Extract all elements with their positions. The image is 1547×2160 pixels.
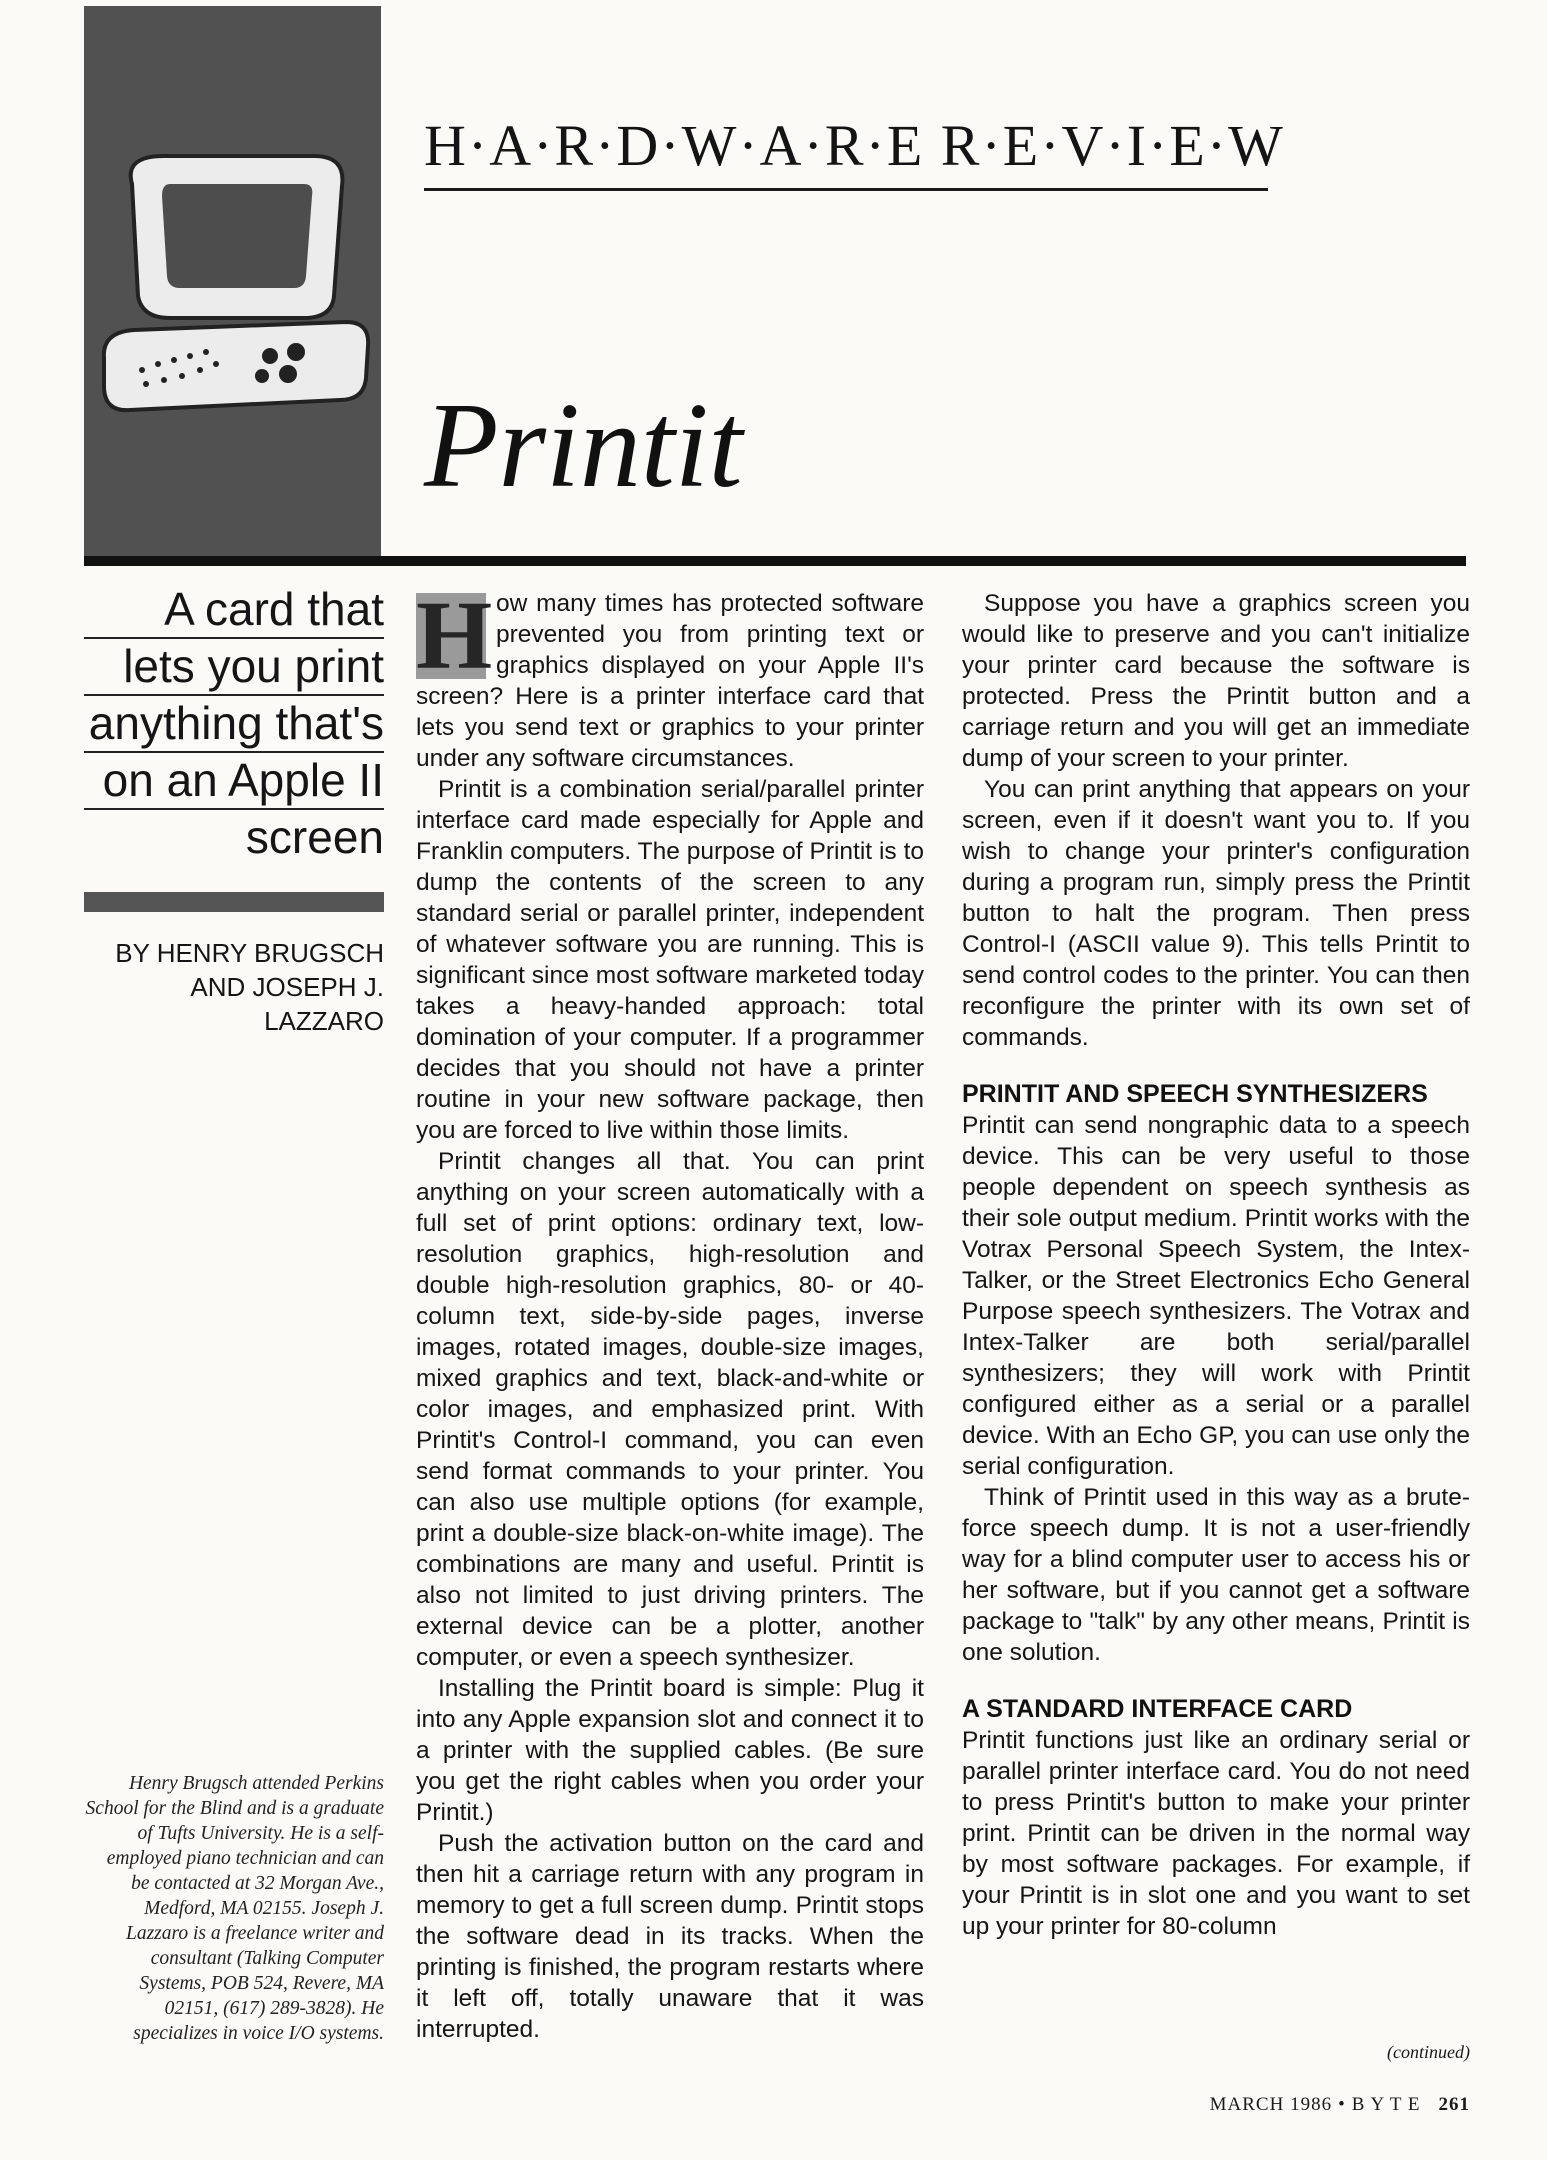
continued-label: (continued) [1387,2042,1470,2062]
header-divider-bar [84,556,1466,566]
article-paragraph: Printit functions just like an ordinary serial or parallel printer interface card. You do not need to press Printit's button to make your printer print. Printit can be driven in the normal way by most software packages. For example, if your Printit is in slot one and you want to set up your printer for 80-column [962,1727,1470,1940]
author-bio: Henry Brugsch attended Perkins School for the Blind and is a graduate of Tufts University. He is a self-employed piano technician and can be contacted at 32 Morgan Ave., Medford, MA 02155. Joseph J. Lazzaro is a freelance writer and consultant (Talking Computer Systems, POB 524, Revere, MA 02151, (617) 289-3828). He specializes in voice I/O systems. [85,1773,384,2044]
page-footer: MARCH 1986 • B Y T E 261 [1209,2094,1470,2115]
subhead-standard-interface: A STANDARD INTERFACE CARD [962,1695,1353,1723]
article-paragraph: Printit changes all that. You can print anything on your screen automatically with a full set of print options: ordinary text, low-resolution graphics, high-resolution and double high-resolution graphics, 80- or 40-column text, side-by-side pages, inverse images, rotated images, double-size images, mixed graphics and text, black-and-white or color images, and emphasized print. With Printit's Control-I command, you can even send format commands to your printer. You can also use multiple options (for example, print a double-size black-on-white image). The combinations are many and useful. Printit is also not limited to just driving printers. The external device can be a plotter, another computer, or even a speech synthesizer. [416,1148,924,1671]
section-title: H·A·R·D·W·A·R·E R·E·V·I·E·W [424,113,1285,178]
byline-line-2: AND JOSEPH J. LAZZARO [190,972,384,1036]
footer-magazine: B Y T E [1351,2094,1421,2115]
article-paragraph: Push the activation button on the card and then hit a carriage return with any program in memory to get a full screen dump. Printit stops the software dead in its tracks. When the printing is finished, the program restarts where it left off, totally unaware that it was interrupted. [416,1830,924,2043]
article-paragraph: Printit is a combination serial/parallel printer interface card made especially for Apple and Franklin computers. The purpose of Printit is to dump the contents of the screen to any standard serial or parallel printer, independent of whatever software you are running. This is significant since most software marketed today takes a heavy-handed approach: total domination of your computer. If a programmer decides that you should not have a printer routine in your new software package, then you are forced to live within those limits. [416,776,924,1144]
article-deck [84,582,384,865]
article-paragraph: Printit can send nongraphic data to a speech device. This can be very useful to those people dependent on speech synthesis as their sole output medium. Printit works with the Votrax Personal Speech System, the Intex-Talker, or the Street Electronics Echo General Purpose speech synthesizers. The Votrax and Intex-Talker are both serial/parallel synthesizers; they will work with Printit configured either as a serial or a parallel device. With an Echo GP, you can use only the serial configuration. [962,1112,1470,1480]
byline-line-1: BY HENRY BRUGSCH [115,938,384,968]
article-column-2 [962,588,1470,1942]
section-title-rule [424,188,1268,191]
deck-line: on an Apple II [84,753,384,810]
deck-divider-bar [84,892,384,912]
byline [84,936,384,1038]
article-paragraph: Installing the Printit board is simple: Plug it into any Apple expansion slot and connect it to a printer with the supplied cables. (Be sure you get the right cables when you order your Printit.) [416,1675,924,1826]
deck-line: A card that [84,582,384,639]
article-paragraph: ow many times has protected software prevented you from printing text or graphics displayed on your Apple II's screen? Here is a printer interface card that lets you send text or graphics to your printer under any software circumstances. [416,590,924,772]
article-paragraph: You can print anything that appears on your screen, even if it doesn't want you to. If you wish to change your printer's configuration during a program run, simply press the Printit button to halt the program. Then press Control-I (ASCII value 9). This tells Printit to send control codes to the printer. You can then reconfigure the printer with its own set of commands. [962,776,1470,1051]
article-headline: Printit [424,378,743,513]
article-paragraph: Suppose you have a graphics screen you would like to preserve and you can't initialize your printer card because the software is protected. Press the Printit button and a carriage return and you will get an immediate dump of your screen to your printer. [962,590,1470,772]
article-column-1 [416,582,924,2045]
article-paragraph: Think of Printit used in this way as a brute-force speech dump. It is not a user-friendly way for a blind computer user to access his or her software, but if you cannot get a software package to "talk" by any other means, Printit is one solution. [962,1484,1470,1666]
page-number: 261 [1438,2094,1470,2115]
deck-line: screen [245,811,384,863]
footer-date: MARCH 1986 [1209,2094,1333,2115]
deck-line: anything that's [84,696,384,753]
computer-illustration [84,6,381,566]
subhead-speech-synthesizers: PRINTIT AND SPEECH SYNTHESIZERS [962,1080,1428,1108]
computer-icon [84,6,381,566]
deck-line: lets you print [84,639,384,696]
drop-cap: H [416,582,493,690]
